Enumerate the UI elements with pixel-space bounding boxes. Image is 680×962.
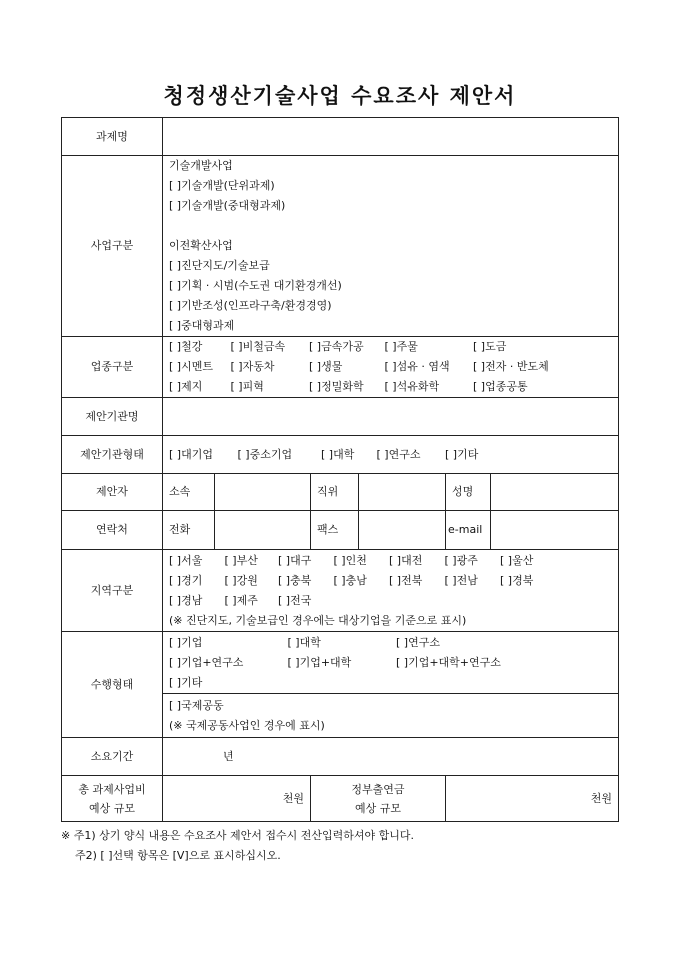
industry-option[interactable]: [ ]제지 — [169, 380, 203, 393]
business-option[interactable]: [ ]진단지도/기술보급 — [169, 259, 270, 272]
region-option[interactable]: [ ]전국 — [278, 593, 312, 607]
row-business-type — [62, 156, 619, 337]
row-org-type — [62, 436, 619, 474]
industry-option[interactable]: [ ]도금 — [473, 340, 507, 353]
execution-option[interactable]: [ ]기업+연구소 — [169, 655, 244, 669]
total-budget-label: 총 과제사업비 예상 규모 — [62, 776, 163, 822]
region-option[interactable]: [ ]대구 — [278, 553, 312, 567]
business-spacer — [169, 216, 612, 236]
org-type-option[interactable]: [ ]대학 — [321, 447, 355, 461]
region-option[interactable]: [ ]부산 — [224, 553, 258, 567]
period-label: 소요기간 — [62, 738, 163, 776]
row-proposer — [62, 474, 619, 511]
execution-option[interactable]: [ ]기업+대학+연구소 — [396, 655, 501, 669]
business-line: 이전확산사업 — [169, 239, 233, 252]
org-type-option[interactable]: [ ]연구소 — [376, 447, 421, 461]
industry-option[interactable]: [ ]비철금속 — [230, 340, 286, 353]
industry-option[interactable]: [ ]시멘트 — [169, 360, 213, 373]
industry-option[interactable]: [ ]자동차 — [230, 360, 275, 373]
org-name-field[interactable] — [163, 398, 619, 436]
fax-label: 팩스 — [311, 511, 359, 550]
execution-option[interactable]: [ ]기업 — [169, 635, 203, 649]
region-label: 지역구분 — [62, 550, 163, 632]
business-option[interactable]: [ ]중대형과제 — [169, 319, 235, 332]
row-industry — [62, 337, 619, 398]
period-field[interactable] — [163, 738, 619, 776]
gov-budget-field[interactable] — [446, 776, 619, 822]
email-field[interactable] — [491, 511, 619, 550]
industry-label: 업종구분 — [62, 337, 163, 398]
row-org-name — [62, 398, 619, 436]
region-option[interactable]: [ ]울산 — [500, 553, 534, 567]
international-note: (※ 국제공동사업인 경우에 표시) — [169, 718, 325, 732]
proposal-form-table — [61, 117, 619, 822]
execution-option[interactable]: [ ]대학 — [287, 635, 321, 649]
region-option[interactable]: [ ]경남 — [169, 593, 203, 607]
international-checkbox[interactable]: [ ]국제공동 — [169, 698, 224, 712]
region-options[interactable] — [163, 550, 619, 632]
fax-field[interactable] — [359, 511, 446, 550]
name-field[interactable] — [491, 474, 619, 511]
org-name-label: 제안기관명 — [62, 398, 163, 436]
execution-option[interactable]: [ ]연구소 — [396, 635, 440, 649]
industry-option[interactable]: [ ]피혁 — [230, 380, 264, 393]
gov-budget-unit: 천원 — [590, 791, 613, 805]
org-type-option[interactable]: [ ]중소기업 — [237, 447, 293, 461]
region-option[interactable]: [ ]광주 — [444, 553, 478, 567]
industry-option[interactable]: [ ]섬유 · 염색 — [384, 360, 450, 373]
footnotes — [61, 826, 414, 866]
contact-label: 연락처 — [62, 511, 163, 550]
region-option[interactable]: [ ]서울 — [169, 553, 203, 567]
business-option[interactable]: [ ]기술개발(중대형과제) — [169, 199, 286, 212]
industry-option[interactable]: [ ]금속가공 — [309, 340, 364, 353]
region-option[interactable]: [ ]경기 — [169, 573, 203, 587]
execution-options[interactable] — [163, 632, 619, 694]
row-region — [62, 550, 619, 632]
affiliation-label: 소속 — [163, 474, 215, 511]
row-execution — [62, 632, 619, 694]
industry-option[interactable]: [ ]석유화학 — [384, 380, 440, 393]
industry-option[interactable]: [ ]철강 — [169, 340, 203, 353]
region-option[interactable]: [ ]제주 — [224, 593, 258, 607]
industry-option[interactable]: [ ]생물 — [309, 360, 343, 373]
execution-option[interactable]: [ ]기타 — [169, 675, 203, 689]
row-project-name — [62, 118, 619, 156]
row-period — [62, 738, 619, 776]
business-type-options[interactable] — [163, 156, 619, 337]
region-option[interactable]: [ ]충남 — [333, 573, 367, 587]
period-unit: 년 — [223, 749, 234, 763]
project-name-label: 과제명 — [62, 118, 163, 156]
industry-option[interactable]: [ ]주물 — [384, 340, 418, 353]
project-name-field[interactable] — [163, 118, 619, 156]
org-type-label: 제안기관형태 — [62, 436, 163, 474]
region-option[interactable]: [ ]대전 — [389, 553, 423, 567]
position-field[interactable] — [359, 474, 446, 511]
business-type-label: 사업구분 — [62, 156, 163, 337]
region-option[interactable]: [ ]인천 — [333, 553, 367, 567]
email-label: e-mail — [446, 511, 491, 550]
business-option[interactable]: [ ]기반조성(인프라구축/환경경영) — [169, 299, 332, 312]
business-option[interactable]: [ ]기술개발(단위과제) — [169, 179, 275, 192]
position-label: 직위 — [311, 474, 359, 511]
industry-option[interactable]: [ ]전자 · 반도체 — [473, 360, 549, 373]
phone-label: 전화 — [163, 511, 215, 550]
international-option[interactable] — [163, 694, 619, 738]
region-option[interactable]: [ ]경북 — [500, 573, 534, 587]
execution-option[interactable]: [ ]기업+대학 — [287, 655, 352, 669]
row-budget — [62, 776, 619, 822]
total-budget-field[interactable] — [163, 776, 311, 822]
gov-budget-label: 정부출연금 예상 규모 — [311, 776, 446, 822]
total-budget-unit: 천원 — [282, 791, 304, 805]
document-title: 청정생산기술사업 수요조사 제안서 — [163, 83, 517, 108]
business-line: 기술개발사업 — [169, 159, 233, 172]
name-label: 성명 — [446, 474, 491, 511]
proposer-label: 제안자 — [62, 474, 163, 511]
region-option[interactable]: [ ]전북 — [389, 573, 423, 587]
business-option[interactable]: [ ]기획 · 시범(수도권 대기환경개선) — [169, 279, 342, 292]
org-type-option[interactable]: [ ]기타 — [445, 447, 479, 461]
region-note: (※ 진단지도, 기술보급인 경우에는 대상기업을 기준으로 표시) — [169, 613, 467, 627]
industry-option[interactable]: [ ]정밀화학 — [309, 380, 364, 393]
region-option[interactable]: [ ]전남 — [444, 573, 478, 587]
affiliation-field[interactable] — [215, 474, 311, 511]
row-contact — [62, 511, 619, 550]
footnote-1: ※ 주1) 상기 양식 내용은 수요조사 제안서 접수시 전산입력하셔야 합니다. — [61, 829, 414, 842]
industry-option[interactable]: [ ]업종공통 — [473, 380, 528, 393]
phone-field[interactable] — [215, 511, 311, 550]
region-option[interactable]: [ ]강원 — [224, 573, 258, 587]
industry-options[interactable] — [163, 337, 619, 398]
region-option[interactable]: [ ]충북 — [278, 573, 312, 587]
execution-label: 수행형태 — [62, 632, 163, 738]
org-type-option[interactable]: [ ]대기업 — [169, 447, 213, 461]
org-type-options[interactable] — [163, 436, 619, 474]
footnote-2: 주2) [ ]선택 항목은 [V]으로 표시하십시오. — [75, 849, 281, 862]
